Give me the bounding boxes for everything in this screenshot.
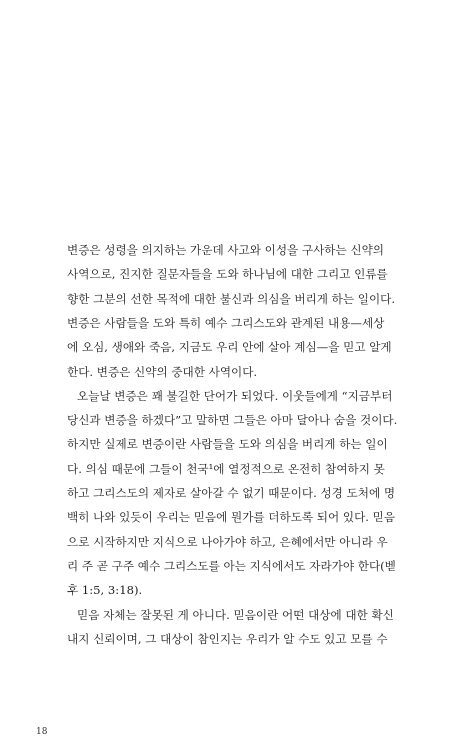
text-line: 에 오심, 생애와 죽음, 지금도 우리 안에 살아 계심—을 믿고 알게 — [67, 340, 392, 355]
text-line: 다. 의심 때문에 그들이 천국¹에 열정적으로 온전히 참여하지 못 — [67, 461, 385, 476]
text-line: 오늘날 변증은 꽤 불길한 단어가 되었다. 이웃들에게 “지금부터 — [77, 388, 393, 403]
text-line: 변증은 사람들을 도와 특히 예수 그리스도와 관계된 내용—세상 — [67, 315, 385, 330]
text-line: 하고 그리스도의 제자로 살아갈 수 없기 때문이다. 성경 도처에 명 — [67, 486, 396, 500]
text-line: 백히 나와 있듯이 우리는 믿음에 뭔가를 더하도록 되어 있다. 믿음 — [67, 510, 396, 525]
text-line: 리 주 곧 구주 예수 그리스도를 아는 지식에서도 자라가야 한다(벧 — [67, 558, 396, 573]
text-line: 으로 시작하지만 지식으로 나아가야 하고, 은혜에서만 아니라 우 — [67, 534, 388, 549]
text-line: 믿음 자체는 잘못된 게 아니다. 믿음이란 어떤 대상에 대한 확신 — [77, 607, 394, 622]
text-line: 당신과 변증을 하겠다”고 말하면 그들은 아마 달아나 숨을 것이다. — [67, 413, 398, 428]
text-line: 내지 신뢰이며, 그 대상이 참인지는 우리가 알 수도 있고 모를 수 — [67, 631, 388, 646]
text-line: 변증은 성령을 의지하는 가운데 사고와 이성을 구사하는 신약의 — [67, 243, 384, 257]
text-line: 하지만 실제로 변증이란 사람들을 도와 의심을 버리게 하는 일이 — [67, 437, 388, 452]
text-line: 후 1:5, 3:18). — [67, 583, 143, 598]
text-line: 향한 그분의 선한 목적에 대한 불신과 의심을 버리게 하는 일이다. — [67, 291, 396, 306]
text-line: 사역으로, 진지한 질문자들을 도와 하나님에 대한 그리고 인류를 — [67, 267, 388, 282]
text-line: 한다. 변증은 신약의 중대한 사역이다. — [67, 364, 258, 379]
page-number: 18 — [36, 727, 48, 737]
